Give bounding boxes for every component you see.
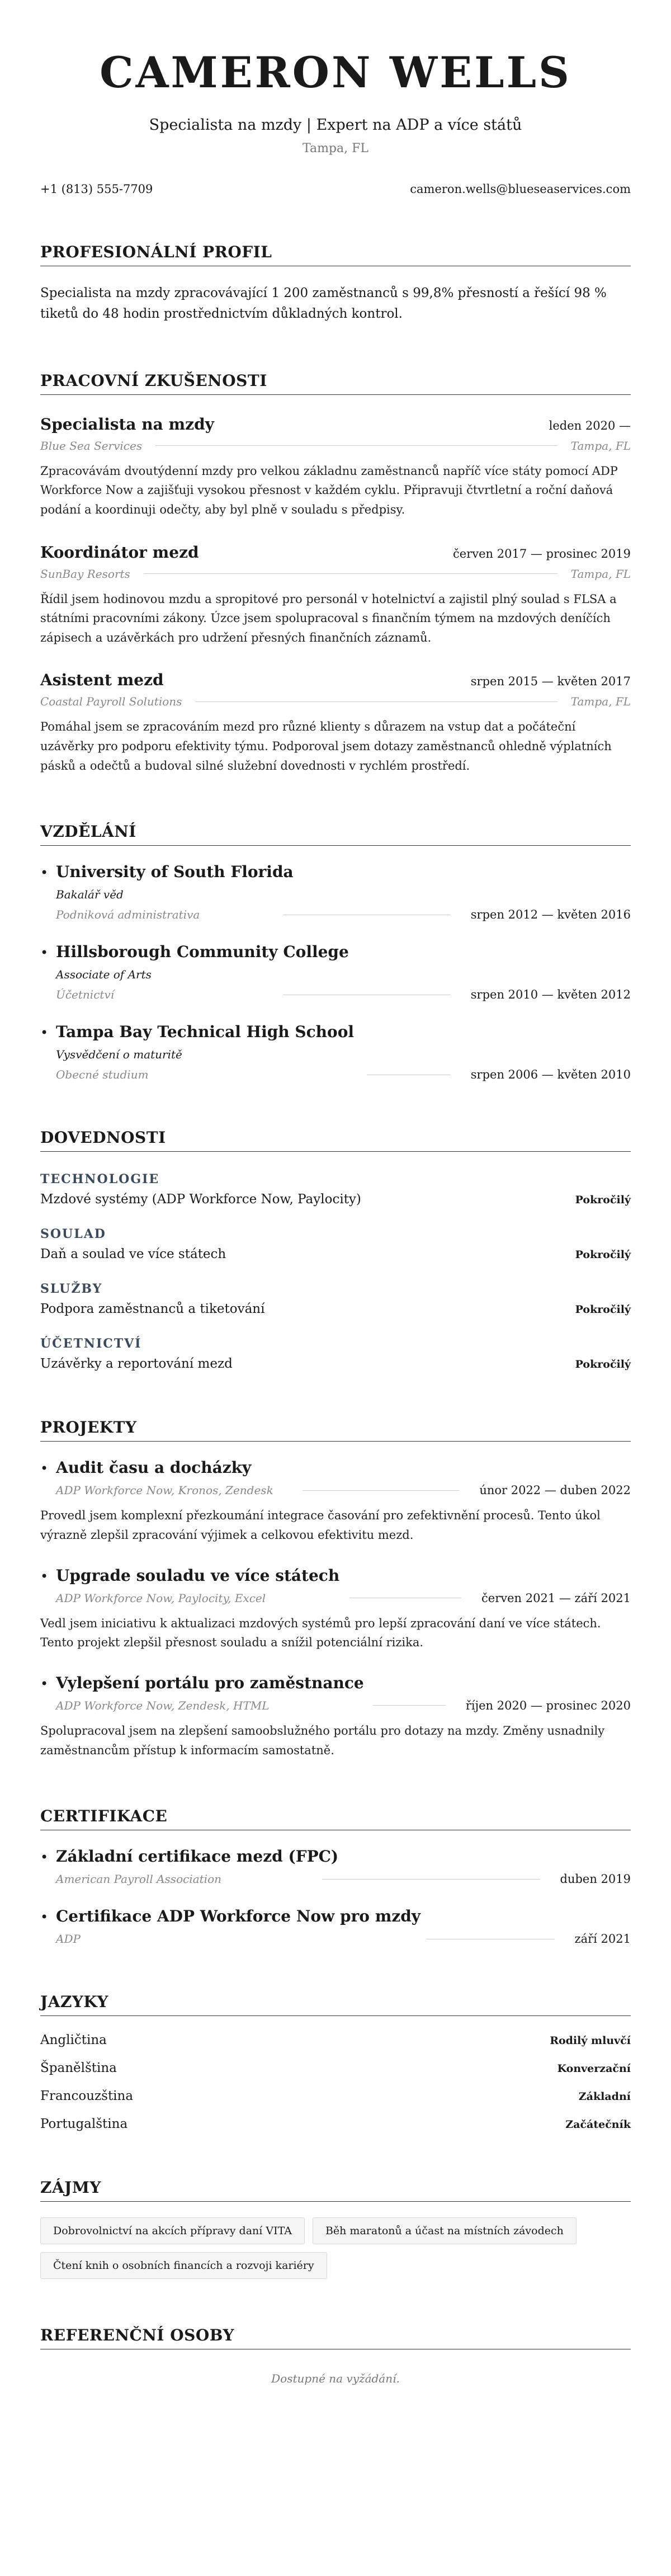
degree: Vysvědčení o maturitě <box>56 1048 182 1062</box>
job-description: Pomáhal jsem se zpracováním mezd pro různé klienty s důrazem na vstup dat a počáteční uzávěrky pro podporu efektivity týmu. Podporoval jsem dotazy zaměstnanců ohledně výplatních pásků a odečtů a budoval silné služební dovednosti v rychlém prostředí. <box>40 720 612 773</box>
skill-level: Pokročilý <box>575 1194 631 1207</box>
leader-line <box>195 701 557 702</box>
skill-category: ÚČETNICTVÍ <box>40 1336 142 1351</box>
language-level: Rodilý mluvčí <box>550 2035 631 2047</box>
job-date: leden 2020 — <box>549 418 631 432</box>
leader-line <box>322 1879 540 1880</box>
job-title: Asistent mezd <box>40 671 164 690</box>
job-location: Tampa, FL <box>570 439 631 453</box>
education-date: srpen 2012 — květen 2016 <box>470 908 631 922</box>
school-name: Hillsborough Community College <box>56 943 349 962</box>
skill-level: Pokročilý <box>575 1249 631 1261</box>
job-date: červen 2017 — prosinec 2019 <box>453 547 631 561</box>
candidate-name: CAMERON WELLS <box>100 48 571 97</box>
projects-section <box>40 1418 631 1760</box>
bullet-icon: • <box>40 1675 49 1692</box>
education-entry <box>40 1023 631 1081</box>
education-entry <box>40 943 631 1001</box>
project-tools: ADP Workforce Now, Zendesk, HTML <box>56 1698 270 1712</box>
job-entry <box>40 415 631 520</box>
certification-entry <box>40 1907 631 1946</box>
language-name: Angličtina <box>40 2033 107 2048</box>
project-tools: ADP Workforce Now, Paylocity, Excel <box>56 1591 266 1605</box>
section-title: CERTIFIKACE <box>40 1807 631 1830</box>
job-title: Koordinátor mezd <box>40 543 199 562</box>
leader-line <box>303 1490 459 1491</box>
field-of-study: Účetnictví <box>56 988 115 1002</box>
interest-tags <box>40 2217 631 2279</box>
skill-name: Podpora zaměstnanců a tiketování <box>40 1302 265 1317</box>
skill-group <box>40 1282 631 1316</box>
language-row <box>40 2033 631 2047</box>
language-level: Začátečník <box>565 2118 631 2131</box>
section-title: REFERENČNÍ OSOBY <box>40 2326 631 2349</box>
language-name: Francouzština <box>40 2089 134 2104</box>
section-title: PRACOVNÍ ZKUŠENOSTI <box>40 371 631 395</box>
contact-row <box>40 182 631 196</box>
education-section <box>40 822 631 1081</box>
certification-entry <box>40 1847 631 1886</box>
degree: Bakalář věd <box>56 888 124 902</box>
email-address: cameron.wells@blueseaservices.com <box>410 182 631 196</box>
language-name: Portugalština <box>40 2117 128 2132</box>
school-name: University of South Florida <box>56 863 294 882</box>
leader-line <box>155 445 557 446</box>
leader-line <box>373 1705 446 1706</box>
job-title: Specialista na mzdy <box>40 415 214 434</box>
certification-name: Certifikace ADP Workforce Now pro mzdy <box>56 1907 421 1926</box>
field-of-study: Podniková administrativa <box>56 908 200 922</box>
education-date: srpen 2006 — květen 2010 <box>470 1068 631 1082</box>
section-title: VZDĚLÁNÍ <box>40 822 631 846</box>
project-description: Vedl jsem iniciativu k aktualizaci mzdových systémů pro lepší zpracování daní ve více státech. Tento projekt zlepšil přesnost souladu a snížil potenciální rizika. <box>40 1616 601 1650</box>
project-date: říjen 2020 — prosinec 2020 <box>465 1698 631 1712</box>
skill-group <box>40 1227 631 1261</box>
certifications-section <box>40 1807 631 1946</box>
degree: Associate of Arts <box>56 968 152 982</box>
job-entry <box>40 671 631 775</box>
bullet-icon: • <box>40 1849 49 1866</box>
project-entry <box>40 1458 631 1544</box>
section-title: PROJEKTY <box>40 1418 631 1442</box>
education-date: srpen 2010 — květen 2012 <box>470 988 631 1002</box>
language-row <box>40 2117 631 2131</box>
candidate-location: Tampa, FL <box>302 142 368 156</box>
bullet-icon: • <box>40 1909 49 1925</box>
bullet-icon: • <box>40 1568 49 1584</box>
interests-section <box>40 2178 631 2279</box>
language-level: Základní <box>578 2090 631 2103</box>
project-entry <box>40 1566 631 1652</box>
skill-category: SLUŽBY <box>40 1282 103 1297</box>
job-description: Zpracovávám dvoutýdenní mzdy pro velkou základnu zaměstnanců napříč více státy pomocí ADP Workforce Now a zajišťuji vysokou přesnost v každém cyklu. Připravuji čtvrtletní a roční daňová podání a koordinuji odečty, aby byl plně v souladu s předpisy. <box>40 464 618 516</box>
bullet-icon: • <box>40 945 49 961</box>
skill-group <box>40 1172 631 1207</box>
section-title: ZÁJMY <box>40 2178 631 2202</box>
skill-category: SOULAD <box>40 1227 106 1242</box>
references-text: Dostupné na vyžádání. <box>271 2372 400 2386</box>
job-company: SunBay Resorts <box>40 567 130 581</box>
languages-section <box>40 1993 631 2131</box>
skill-name: Mzdové systémy (ADP Workforce Now, Paylocity) <box>40 1192 361 1207</box>
project-name: Vylepšení portálu pro zaměstnance <box>56 1673 364 1692</box>
certification-issuer: ADP <box>56 1932 81 1946</box>
leader-line <box>144 573 557 574</box>
job-description: Řídil jsem hodinovou mzdu a spropitové pro personál v hotelnictví a zajistil plný soulad s FLSA a státními pracovními zákony. Úzce jsem spolupracoval s finančním týmem na mzdových deníčích zápisech a uzávěrkách pro udržení přesných finančních záznamů. <box>40 592 617 644</box>
project-description: Provedl jsem komplexní přezkoumání integrace časování pro zefektivnění procesů. Tento úkol výrazně zlepšil zpracování výjimek a celkovou efektivitu mezd. <box>40 1509 601 1542</box>
project-description: Spolupracoval jsem na zlepšení samoobslužného portálu pro dotazy na mzdy. Změny usnadnily zaměstnancům přístup k informacím samostatně. <box>40 1723 605 1757</box>
language-row <box>40 2061 631 2075</box>
bullet-icon: • <box>40 865 49 881</box>
interest-tag: Běh maratonů a účast na místních závodech <box>313 2217 577 2244</box>
skill-level: Pokročilý <box>575 1358 631 1371</box>
job-entry <box>40 543 631 648</box>
certification-name: Základní certifikace mezd (FPC) <box>56 1847 339 1866</box>
certification-date: září 2021 <box>574 1932 631 1946</box>
section-title: JAZYKY <box>40 1993 631 2016</box>
skills-section <box>40 1128 631 1371</box>
skill-name: Uzávěrky a reportování mezd <box>40 1357 233 1372</box>
experience-section <box>40 371 631 776</box>
certification-date: duben 2019 <box>560 1872 631 1886</box>
project-tools: ADP Workforce Now, Kronos, Zendesk <box>56 1484 273 1497</box>
project-entry <box>40 1674 631 1760</box>
interest-tag: Dobrovolnictví na akcích přípravy daní VITA <box>40 2217 305 2244</box>
job-location: Tampa, FL <box>570 567 631 581</box>
skill-level: Pokročilý <box>575 1303 631 1316</box>
profile-text: Specialista na mzdy zpracovávající 1 200 zaměstnanců s 99,8% přesností a řešící 98 % tiketů do 48 hodin prostřednictvím důkladných kontrol. <box>40 286 607 321</box>
field-of-study: Obecné studium <box>56 1068 149 1082</box>
section-title: DOVEDNOSTI <box>40 1128 631 1152</box>
skill-group <box>40 1336 631 1371</box>
job-company: Coastal Payroll Solutions <box>40 695 182 709</box>
language-list <box>40 2033 631 2131</box>
project-name: Audit času a docházky <box>56 1458 252 1477</box>
language-row <box>40 2089 631 2103</box>
education-entry <box>40 863 631 921</box>
certification-issuer: American Payroll Association <box>56 1872 221 1886</box>
skill-name: Daň a soulad ve více státech <box>40 1247 226 1262</box>
project-name: Upgrade souladu ve více státech <box>56 1566 340 1585</box>
language-level: Konverzační <box>557 2062 631 2075</box>
profile-section <box>40 243 631 324</box>
resume-header <box>40 48 631 196</box>
job-location: Tampa, FL <box>570 695 631 709</box>
bullet-icon: • <box>40 1025 49 1041</box>
job-company: Blue Sea Services <box>40 439 143 453</box>
references-section <box>40 2326 631 2385</box>
school-name: Tampa Bay Technical High School <box>56 1023 355 1042</box>
bullet-icon: • <box>40 1461 49 1477</box>
candidate-tagline: Specialista na mzdy | Expert na ADP a více států <box>149 116 522 134</box>
interest-tag: Čtení knih o osobních financích a rozvoji kariéry <box>40 2252 327 2279</box>
project-date: červen 2021 — září 2021 <box>481 1591 631 1605</box>
project-date: únor 2022 — duben 2022 <box>479 1484 631 1497</box>
skill-category: TECHNOLOGIE <box>40 1172 160 1187</box>
language-name: Španělština <box>40 2061 117 2076</box>
phone-number: +1 (813) 555-7709 <box>40 182 153 196</box>
job-date: srpen 2015 — květen 2017 <box>470 675 631 689</box>
section-title: PROFESIONÁLNÍ PROFIL <box>40 243 631 266</box>
